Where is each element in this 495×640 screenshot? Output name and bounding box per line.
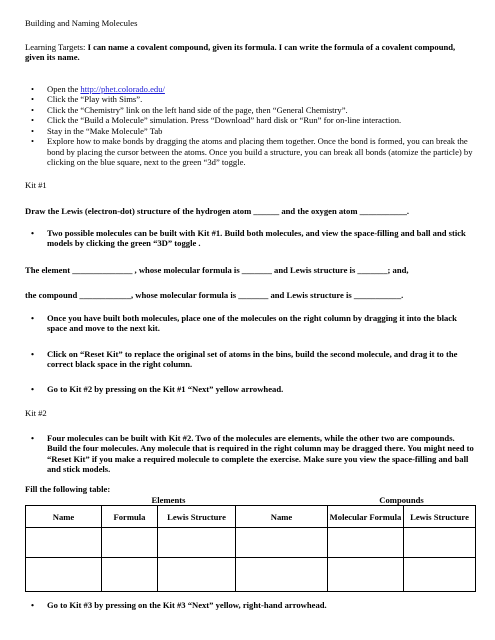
list-item <box>25 433 475 475</box>
col-header-name: Name <box>26 506 102 528</box>
kit1-compound-line: the compound ____________, whose molecular formula is _______ and Lewis structure is ___________. <box>25 290 404 300</box>
phet-link[interactable]: http://phet.colorado.edu/ <box>80 84 165 94</box>
instruction-text: Click the “Chemistry” link on the left hand side of the page, then “General Chemistry”. <box>47 104 348 115</box>
kit1-bullet1-text: Two possible molecules can be built with Kit #1. Build both molecules, and view the space-filling and ball and stick models by clicking the green “3D” toggle . <box>47 228 466 249</box>
table-cell[interactable] <box>404 558 476 592</box>
bullet-icon: • <box>31 125 35 136</box>
kit1-list-c <box>25 349 475 370</box>
list-item <box>25 384 475 394</box>
list-item <box>25 228 475 249</box>
instruction-text: Explore how to make bonds by dragging the atoms and placing them together. Once the bond is formed, you can break the bond by placing the cursor between the atoms. Once you build a structure, you can break all bonds (atomize the particle) by clicking on the blue square, next to the green “3d” toggle. <box>47 136 473 168</box>
kit1-bullet4-text: Go to Kit #2 by pressing on the Kit #1 “Next” yellow arrowhead. <box>47 384 284 394</box>
table-cell[interactable] <box>236 528 328 558</box>
kit1-draw-lewis: Draw the Lewis (electron-dot) structure of the hydrogen atom ______ and the oxygen atom ___________. <box>25 206 410 216</box>
table-cell[interactable] <box>236 558 328 592</box>
group-elements-header: Elements <box>102 495 236 506</box>
table-cell[interactable] <box>102 558 158 592</box>
list-item <box>25 349 475 370</box>
bullet-icon: • <box>31 94 35 105</box>
final-bullet-text: Go to Kit #3 by pressing on the Kit #3 “Next” yellow, right-hand arrowhead. <box>47 600 327 610</box>
instruction-text: Click the “Build a Molecule” simulation. Press “Download” hard disk or “Run” for on-line interaction. <box>47 115 402 126</box>
col-header-formula: Formula <box>102 506 158 528</box>
learning-targets-label: Learning Targets: <box>25 42 86 52</box>
bullet-icon: • <box>31 384 35 394</box>
bullet-icon: • <box>31 349 35 359</box>
instruction-item <box>25 105 475 115</box>
instruction-item <box>25 126 475 136</box>
instruction-item <box>25 115 475 125</box>
col-header-molecular-formula: Molecular Formula <box>328 506 404 528</box>
learning-targets-text: I can name a covalent compound, given its formula. I can write the formula of a covalent compound, given its name. <box>25 42 456 63</box>
col-header-lewis2: Lewis Structure <box>404 506 476 528</box>
kit1-bullet2-text: Once you have built both molecules, place one of the molecules on the right column by dragging it into the black space and move to the next kit. <box>47 313 457 334</box>
group-compounds-header: Compounds <box>328 495 476 506</box>
bullet-icon: • <box>31 115 35 126</box>
table-cell[interactable] <box>404 528 476 558</box>
fill-table <box>25 495 476 592</box>
table-cell[interactable] <box>158 558 236 592</box>
kit2-bullet1-text: Four molecules can be built with Kit #2. Two of the molecules are elements, while the other two are compounds. Build the four molecules. Any molecule that is required in the right column may be dragged there. You might need to “Reset Kit” if you make a required molecule to complete the exercise. Make sure you view the space-filling and ball and stick models. <box>47 433 474 475</box>
bullet-icon: • <box>31 136 35 147</box>
kit1-list-b <box>25 313 475 334</box>
instruction-item <box>25 94 475 104</box>
instruction-text: Stay in the “Make Molecule” Tab <box>47 125 163 136</box>
list-item <box>25 313 475 334</box>
bullet-icon: • <box>31 313 35 323</box>
col-header-name2: Name <box>236 506 328 528</box>
instruction-text: Open the <box>47 84 81 94</box>
table-cell[interactable] <box>328 528 404 558</box>
kit2-heading: Kit #2 <box>25 408 47 418</box>
table-cell[interactable] <box>26 558 102 592</box>
kit1-heading: Kit #1 <box>25 180 47 190</box>
kit1-list-a <box>25 228 475 249</box>
kit1-element-line: The element ______________ , whose molecular formula is _______ and Lewis structure is _______; and, <box>25 265 409 275</box>
table-spacer <box>26 495 102 506</box>
table-row <box>26 558 476 592</box>
instruction-item <box>25 136 475 167</box>
list-item <box>25 600 475 610</box>
table-cell[interactable] <box>328 558 404 592</box>
table-cell[interactable] <box>102 528 158 558</box>
table-cell[interactable] <box>26 528 102 558</box>
document-title: Building and Naming Molecules <box>25 18 138 28</box>
table-spacer <box>236 495 328 506</box>
table-row <box>26 528 476 558</box>
kit2-list <box>25 433 475 475</box>
learning-targets <box>25 42 475 63</box>
final-list <box>25 600 475 610</box>
bullet-icon: • <box>31 228 35 238</box>
kit1-list-d <box>25 384 475 394</box>
instruction-list <box>25 84 475 168</box>
bullet-icon: • <box>31 600 35 610</box>
bullet-icon: • <box>31 433 35 443</box>
kit1-bullet3-text: Click on “Reset Kit” to replace the original set of atoms in the bins, build the second molecule, and drag it to the correct black space in the right column. <box>47 349 458 370</box>
bullet-icon: • <box>31 104 35 115</box>
instruction-text: Click the “Play with Sims”. <box>47 94 143 105</box>
table-cell[interactable] <box>158 528 236 558</box>
bullet-icon: • <box>31 84 35 94</box>
instruction-item <box>25 84 475 94</box>
col-header-lewis: Lewis Structure <box>158 506 236 528</box>
table-caption: Fill the following table: <box>25 484 111 494</box>
